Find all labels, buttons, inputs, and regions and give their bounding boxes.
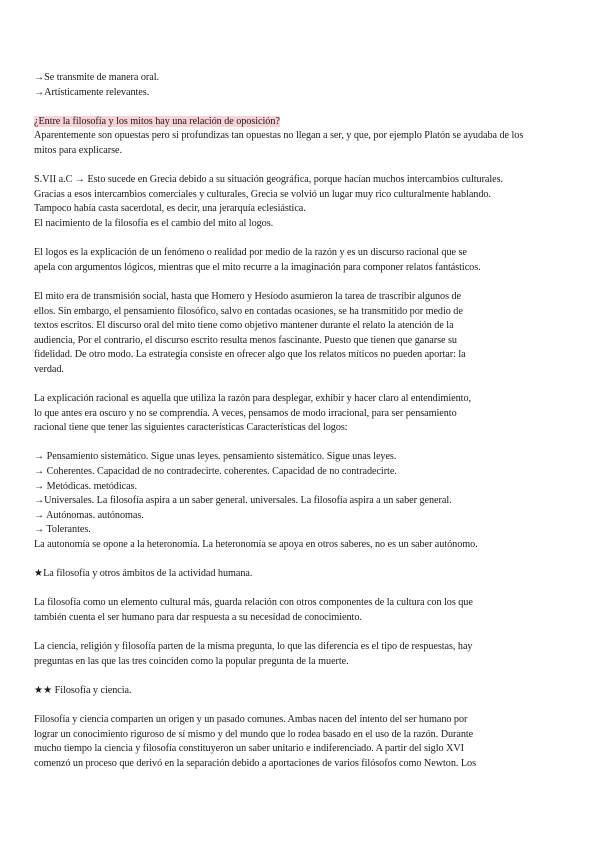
paragraph-line: La filosofía como un elemento cultural más, guarda relación con otros componentes de la cultura con los que xyxy=(34,597,473,609)
spacer xyxy=(34,100,560,115)
list-item: → Metódicas. metódicas. xyxy=(34,480,137,492)
paragraph-line: Filosofía y ciencia comparten un origen y un pasado comunes. Ambas nacen del intento del ser humano por xyxy=(34,714,468,726)
intro-line: →Se transmite de manera oral. xyxy=(34,72,159,83)
paragraph-line: ellos. Sin embargo, el pensamiento filosófico, salvo en contadas ocasiones, se ha transmitido por medio de xyxy=(34,305,463,317)
spacer xyxy=(34,553,560,568)
list-item: → Autónomas. autónomas. xyxy=(34,509,144,521)
spacer xyxy=(34,275,560,290)
spacer xyxy=(34,159,560,174)
spacer xyxy=(34,582,560,597)
intro-line: →Artísticamente relevantes. xyxy=(34,86,150,98)
paragraph-line: fidelidad. De otro modo. La estrategia consiste en ofrecer algo que los relatos míticos no pueden aportar: la xyxy=(34,349,466,361)
list-item: → Coherentes. Capacidad de no contradecirte. coherentes. Capacidad de no contradecirte. xyxy=(34,466,397,478)
paragraph-line: Tampoco había casta sacerdotal, es decir, una jerarquía eclesiástica. xyxy=(34,203,306,215)
paragraph-line: El logos es la explicación de un fenómeno o realidad por medio de la razón y es un discurso racional que se xyxy=(34,247,467,259)
paragraph-line: mucho tiempo la ciencia y filosofía constituyeron un saber unitario e indiferenciado. A partir del siglo XVI xyxy=(34,743,464,755)
paragraph-line: La ciencia, religión y filosofía parten de la misma pregunta, lo que las diferencia es el tipo de respuestas, hay xyxy=(34,641,473,653)
spacer xyxy=(34,626,560,641)
paragraph-line: lo que antes era oscuro y no se comprendía. A veces, pensamos de modo irracional, para ser pensamiento xyxy=(34,407,457,419)
section-title: ★La filosofía y otros ámbitos de la actividad humana. xyxy=(34,568,253,580)
paragraph-line: textos escritos. El discurso oral del mito tiene como objetivo mantener durante el relato la atención de la xyxy=(34,320,454,332)
paragraph-line: también cuenta el ser humano para dar respuesta a su necesidad de conocimiento. xyxy=(34,611,362,623)
paragraph-line: preguntas en las que las tres coinciden como la popular pregunta de la muerte. xyxy=(34,655,349,667)
highlighted-question: ¿Entre la filosofía y los mitos hay una relación de oposición? xyxy=(34,115,280,127)
paragraph-line: comenzó un proceso que derivó en la separación debido a aportaciones de varios filósofos como Newton. Los xyxy=(34,757,477,769)
paragraph-line: mitos para explicarse. xyxy=(34,144,123,156)
paragraph-line: El nacimiento de la filosofía es el cambio del mito al logos. xyxy=(34,217,274,229)
paragraph-line: audiencia, Por el contrario, el discurso escrito resulta menos fascinante. Puesto que tienen que ganarse su xyxy=(34,334,457,346)
paragraph-line: La autonomía se opone a la heteronomía. La heteronomía se apoya en otros saberes, no es un saber autónomo. xyxy=(34,539,478,550)
paragraph-line: apela con argumentos lógicos, mientras que el mito recurre a la imaginación para componer relatos fantásticos. xyxy=(34,261,481,273)
paragraph-line: verdad. xyxy=(34,363,64,375)
spacer xyxy=(34,669,560,684)
list-item: → Pensamiento sistemático. Sigue unas leyes. pensamiento sistemático. Sigue unas leyes. xyxy=(34,451,397,463)
section-title: ★★ Filosofía y ciencia. xyxy=(34,684,132,696)
question-heading xyxy=(34,115,560,130)
paragraph-line: La explicación racional es aquella que utiliza la razón para desplegar, exhibir y hacer claro al entendimiento, xyxy=(34,393,471,405)
paragraph-line: S.VII a.C → Esto sucede en Grecia debido a su situación geográfica, porque hacían muchos intercambios culturales. xyxy=(34,174,504,186)
paragraph-line: Aparentemente son opuestas pero si profundizas tan opuestas no llegan a ser, y que, por ejemplo Platón se ayudaba de los xyxy=(34,130,524,142)
paragraph-line: Gracias a esos intercambios comerciales y culturales, Grecia se volvió un lugar muy rico culturalmente hablando. xyxy=(34,188,491,200)
spacer xyxy=(34,699,560,714)
list-item: → Tolerantes. xyxy=(34,524,91,536)
paragraph-line: El mito era de transmisión social, hasta que Homero y Hesíodo asumieron la tarea de trascribir algunos de xyxy=(34,290,462,302)
spacer xyxy=(34,377,560,392)
paragraph-line: lograr un conocimiento riguroso de sí mismo y del mundo que lo rodea basado en el uso de la razón. Durante xyxy=(34,728,474,740)
spacer xyxy=(34,232,560,247)
spacer xyxy=(34,436,560,451)
paragraph-line: racional tiene que tener las siguientes características Características del logos: xyxy=(34,422,348,434)
list-item: →Universales. La filosofía aspira a un saber general. universales. La filosofía aspira a un saber general. xyxy=(34,495,452,507)
